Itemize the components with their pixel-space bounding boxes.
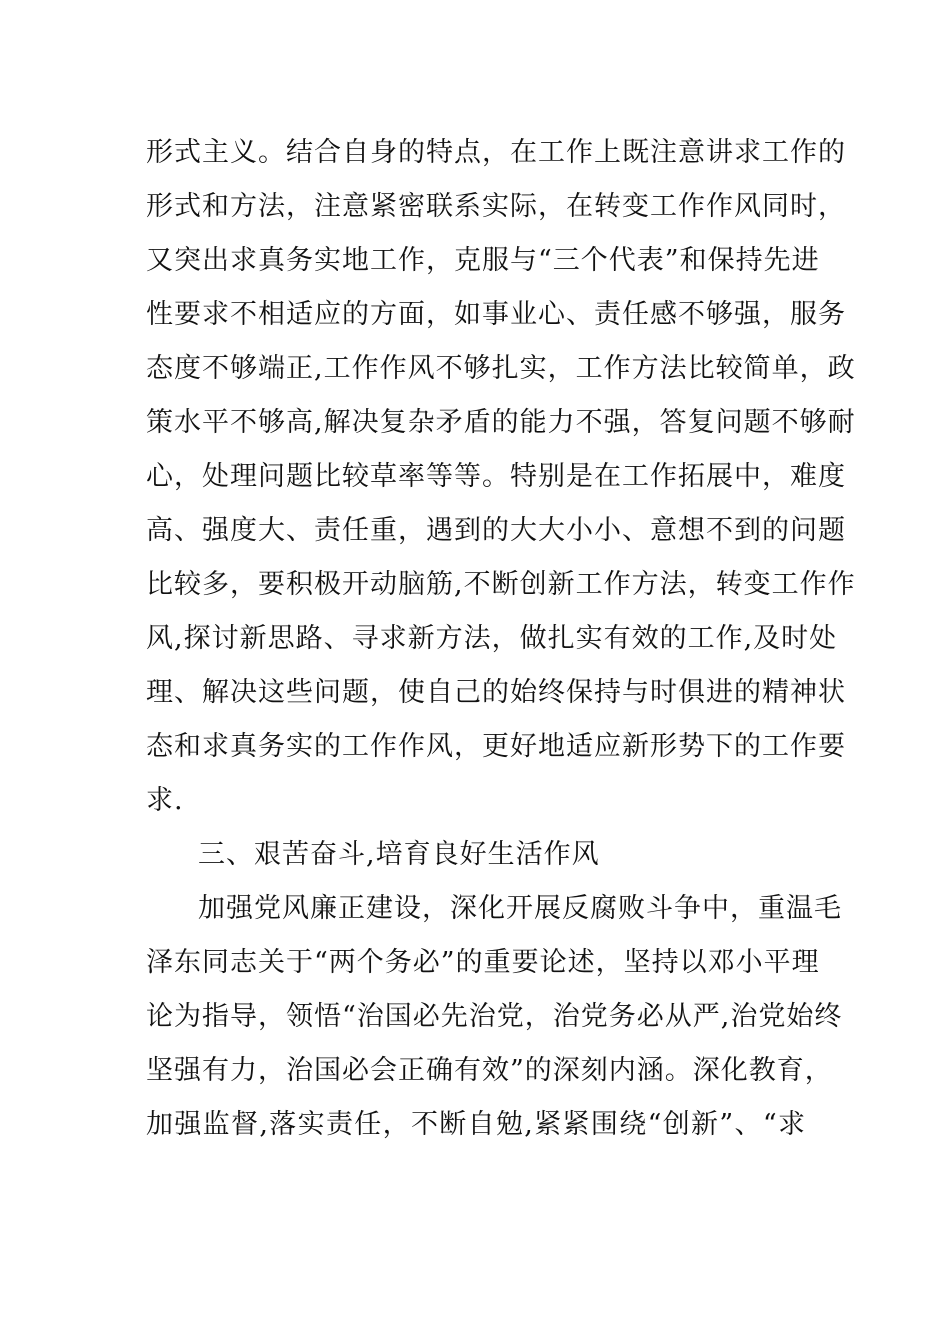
paragraph-2-line-5: 加强监督,落实责任，不断自勉,紧紧围绕“创新”、“求 [146, 1109, 806, 1140]
paragraph-2-line-1: 加强党风廉正建设，深化开展反腐败斗争中，重温毛 [198, 893, 842, 924]
paragraph-2-line-2: 泽东同志关于“两个务必”的重要论述，坚持以邓小平理 [146, 947, 820, 978]
paragraph-1-line-10: 风,探讨新思路、寻求新方法，做扎实有效的工作,及时处 [146, 623, 838, 654]
paragraph-1-line-2: 形式和方法，注意紧密联系实际，在转变工作作风同时， [146, 191, 846, 222]
paragraph-1-line-7: 心，处理问题比较草率等等。特别是在工作拓展中，难度 [146, 461, 846, 492]
paragraph-1-line-8: 高、强度大、责任重，遇到的大大小小、意想不到的问题 [146, 515, 846, 546]
paragraph-2-line-3: 论为指导，领悟“治国必先治党，治党务必从严,治党始终 [146, 1001, 843, 1032]
paragraph-1-line-1: 形式主义。结合自身的特点，在工作上既注意讲求工作的 [146, 137, 846, 168]
body-text [146, 126, 856, 1152]
paragraph-1-line-6: 策水平不够高,解决复杂矛盾的能力不强，答复问题不够耐 [146, 407, 856, 438]
paragraph-1-line-4: 性要求不相适应的方面，如事业心、责任感不够强，服务 [146, 299, 846, 330]
paragraph-1-line-3: 又突出求真务实地工作，克服与“三个代表”和保持先进 [146, 245, 820, 276]
paragraph-1-line-13: 求. [146, 785, 184, 816]
paragraph-1-line-9: 比较多，要积极开动脑筋,不断创新工作方法，转变工作作 [146, 569, 856, 600]
paragraph-1-line-12: 态和求真务实的工作作风，更好地适应新形势下的工作要 [146, 731, 846, 762]
section-heading: 三、艰苦奋斗,培育良好生活作风 [198, 839, 600, 870]
paragraph-1-line-5: 态度不够端正,工作作风不够扎实，工作方法比较简单，政 [146, 353, 856, 384]
paragraph-1-line-11: 理、解决这些问题，使自己的始终保持与时俱进的精神状 [146, 677, 846, 708]
paragraph-2-line-4: 坚强有力，治国必会正确有效”的深刻内涵。深化教育， [146, 1055, 833, 1086]
